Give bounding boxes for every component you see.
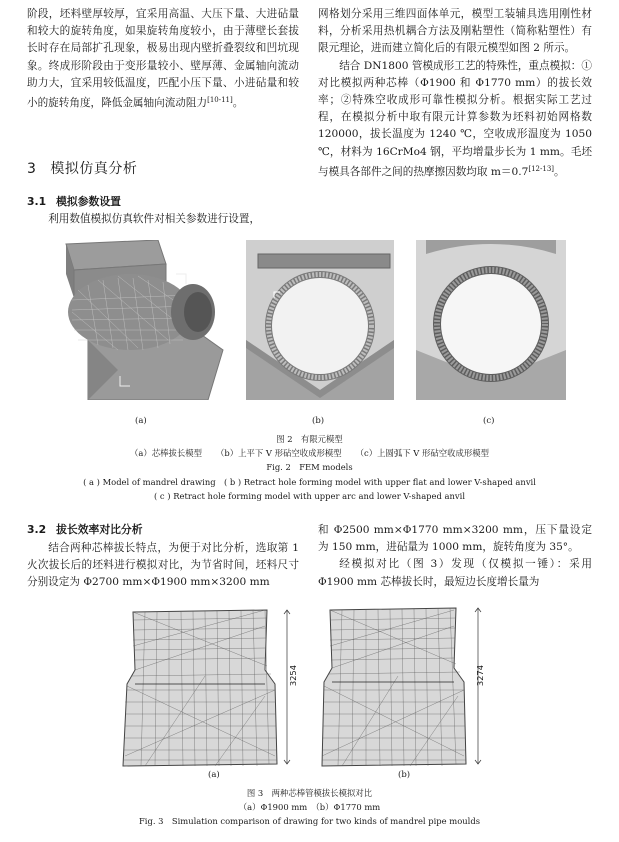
fig2-label-b: (b)	[312, 416, 325, 426]
fig2-caption	[0, 432, 619, 503]
fig2-sub-en-2: ( c ) Retract hole forming model with upper arc and lower V-shaped anvil	[154, 490, 465, 501]
fig3-caption	[0, 786, 619, 829]
fig3-dimension-b: 3274	[475, 665, 485, 687]
fig3-label-b: (b)	[398, 770, 411, 780]
fig2-subcaptions-cn	[0, 446, 619, 460]
fig2-panel-b	[246, 240, 394, 400]
fig2-sub-cn-a: （a）芯棒拔长模型	[130, 448, 203, 459]
paragraph-text: 阶段，坯料壁厚较厚，宜采用高温、大压下量、大进砧量和较大的旋转角度，如果旋转角度较小，由于薄壁长套拔长时存在局部扩孔现象，极易出现内壁折叠裂纹和凹坑现象。终成形阶段由于变形量较小、壁厚薄、金属轴向流动助力大，宜采用较低温度，匹配小压下量、小进砧量和较小的旋转角度，降低金属轴向流动阻力	[27, 8, 299, 110]
subsection-number: 3.1	[27, 195, 47, 208]
fig2-label-c: (c)	[483, 416, 495, 426]
fig2-panel-a	[58, 240, 226, 400]
subsection-heading	[27, 522, 143, 537]
paragraph-text: 和 Φ2500 mm×Φ1770 mm×3200 mm，压下量设定为 150 mm，进砧量为 1000 mm，旋转角度为 35°。	[318, 524, 592, 554]
arc-v-anvil-model-image	[416, 240, 566, 400]
subsection-title: 模拟参数设置	[56, 195, 121, 208]
subsection-number: 3.2	[27, 523, 47, 536]
right-column-bottom	[318, 522, 592, 591]
fig2-sub-cn-c: （c）上圆弧下 V 形砧空收成形模型	[355, 448, 489, 459]
flat-v-anvil-model-image	[246, 240, 394, 400]
mesh-model-b-image	[318, 606, 493, 768]
left-column-top	[27, 6, 299, 112]
fig2-title-cn: 图 2 有限元模型	[276, 434, 343, 444]
citation: [10-11]	[207, 96, 233, 105]
paragraph-3-2	[27, 540, 299, 592]
punct: 。	[554, 165, 565, 178]
subsection-heading	[27, 194, 121, 209]
fig3-title-en: Fig. 3 Simulation comparison of drawing for two kinds of mandrel pipe moulds	[138, 816, 481, 827]
fig3-dimension-a: 3254	[288, 665, 298, 687]
paragraph-text: 经模拟对比（图 3）发现（仅模拟一锤）：采用 Φ1900 mm 芯棒拔长时，最短边长度增长量为	[318, 558, 592, 588]
fig3-panel-a	[115, 606, 305, 768]
fig2-sub-cn-b: （b）上平下 V 形砧空收成形模型	[216, 448, 342, 459]
fig2-label-a: (a)	[135, 416, 147, 426]
subsection-title: 拔长效率对比分析	[56, 523, 143, 536]
fig3-sub-cn: （a）Φ1900 mm （b）Φ1770 mm	[238, 802, 381, 813]
right-column-top	[318, 6, 592, 181]
paragraph-3-1	[27, 211, 299, 228]
paragraph-text: 网格划分采用三维四面体单元，模型工装辅具选用刚性材料，分析采用热机耦合方法及刚粘塑性（简称粘塑性）有限元理论，进而建立简化后的有限元模型如图 2 所示。	[318, 8, 592, 55]
citation: [12-13]	[528, 164, 555, 173]
paragraph-text: 利用数值模拟仿真软件对相关参数进行设置，	[48, 213, 261, 225]
section-number: 3	[27, 161, 37, 177]
mandrel-drawing-model-image	[58, 240, 226, 400]
section-title: 模拟仿真分析	[50, 161, 138, 177]
paragraph-text: 结合两种芯棒拔长特点，为便于对比分析，选取第 1 火次拔长后的坯料进行模拟对比，为节省时间，坯料尺寸分别设定为 Φ2700 mm×Φ1900 mm×3200 mm	[27, 542, 299, 589]
paragraph-text: 结合 DN1800 管模成形工艺的特殊性，重点模拟：①对比模拟两种芯棒（Φ1900 和 Φ1770 mm）的拔长效率；②特殊空收成形可靠性模拟分析。根据实际工艺过程，在模拟分析中取有限元计算参数为坯料初始网格数 120000，拔长温度为 1240 ℃，空收成形温度为 1050 ℃，材料为 16CrMo4 钢，平均增量步长为 1 mm。毛坯与模具各部件之间的热摩擦因数均取 m＝0.7	[318, 59, 592, 178]
mesh-model-a-image	[115, 606, 305, 768]
fig2-panel-c	[416, 240, 566, 400]
fig2-title-en: Fig. 2 FEM models	[266, 462, 353, 473]
fig3-panel-b	[318, 606, 493, 768]
fig3-title-cn: 图 3 两种芯棒管模拔长模拟对比	[246, 788, 373, 798]
fig2-sub-en-1: ( a ) Model of mandrel drawing ( b ) Retract hole forming model with upper flat and lower V-shaped anvil	[83, 476, 536, 487]
punct: 。	[232, 97, 244, 110]
section-heading	[27, 158, 137, 178]
fig3-label-a: (a)	[208, 770, 220, 780]
